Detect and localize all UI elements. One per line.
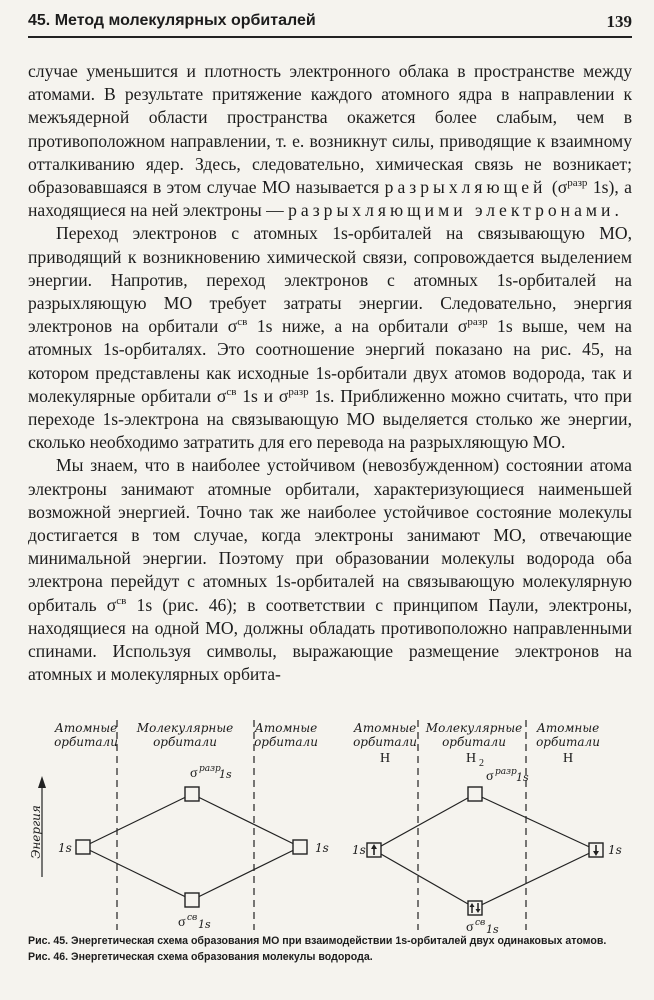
caption-fig-46: Рис. 46. Энергетическая схема образования молекулы водорода.: [28, 951, 373, 963]
axis-label-energy: Энергия: [29, 805, 43, 859]
figure-45: [29, 720, 329, 931]
label-sub-1s: 1s: [198, 918, 211, 931]
col-label-orbitals: орбитали: [353, 735, 417, 749]
term-antibonding-electrons: разрыхляющими электронами: [288, 200, 615, 221]
label-sup-sv: св: [187, 913, 198, 923]
p2-text-5: 1s. Приближенно можно считать, что при переходе 1s-электрона на связывающую МО выделяется столько же энергии, сколько необходимо затратить для его перевода на разрыхляющую МО.: [28, 385, 632, 453]
mo-lines-bottom: [83, 847, 300, 900]
label-sigma-antibonding: σ: [486, 769, 494, 784]
orbital-box-ao-left: [76, 840, 90, 854]
p2-text: Переход электронов с атомных 1s-орбиталей на связывающую МО, приводящий к возникновению химической связи, сопровождается выделением энергии. Напротив, переход электронов с атомных 1s-орбиталей на разрыхляющую МО требует затраты энергии. Следовательно, энергия электронов на орбитали σ: [28, 223, 632, 337]
paragraph-1: [28, 60, 632, 222]
col-label-atomic: Атомные: [536, 721, 600, 735]
body-text: [28, 60, 632, 686]
p1-sigma: (σ: [546, 177, 568, 198]
label-sigma-antibonding: σ: [190, 766, 198, 781]
label-sub-1s: 1s: [486, 923, 499, 934]
energy-diagrams: [28, 712, 632, 934]
sup-razr: разр: [467, 316, 488, 329]
col-label-molecular: Молекулярные: [425, 721, 523, 735]
orbital-box-bonding: [185, 893, 199, 907]
label-sub-1s: 1s: [516, 771, 529, 784]
p2-text-2: 1s ниже, а на орбитали σ: [247, 316, 468, 337]
sup-sv: св: [237, 316, 248, 329]
p1-text: случае уменьшится и плотность электронного облака в пространстве между атомами. В результате притяжение каждого атомного ядра в направлении к межъядерной области пространства окажется более слабым, чем в противоположном направлении, т. е. возникнут силы, приводящие к взаимному отталкиванию ядер. Здесь, следовательно, химическая связь не возникает; образовавшаяся в этом случае МО называется: [28, 61, 632, 198]
label-sigma-bonding: σ: [466, 920, 474, 934]
page-header: [28, 8, 632, 38]
orbital-box-ao-right: [293, 840, 307, 854]
paragraph-3: [28, 454, 632, 686]
sup-razr: разр: [567, 177, 588, 190]
label-sup-sv: св: [475, 918, 486, 928]
page-number: 139: [606, 12, 632, 31]
label-sub-1s: 1s: [219, 768, 232, 781]
section-title: 45. Метод молекулярных орбиталей: [28, 12, 316, 29]
col-label-atomic: Атомные: [254, 721, 318, 735]
sup-razr: разр: [288, 385, 309, 398]
label-sup-razr: разр: [199, 764, 221, 774]
p2-text-4: 1s и σ: [236, 385, 289, 406]
sup-sv: св: [226, 385, 237, 398]
mo-lines-top: [374, 794, 596, 850]
figures: [28, 712, 632, 939]
p1-end: .: [614, 200, 619, 221]
atom-label-h: H: [379, 751, 391, 766]
orbital-box-antibonding: [185, 787, 199, 801]
p3-text-2: 1s (рис. 46); в соответствии с принципом Паули, электроны, находящиеся на одной МО, должны обладать противоположно направленными спинами. Используя символы, выражающие размещение электронов на атомных и молекулярных орбита-: [28, 594, 632, 685]
col-label-orbitals: орбитали: [254, 735, 318, 749]
term-antibonding: разрыхляющей: [384, 177, 547, 198]
sup-sv: св: [116, 594, 127, 607]
col-label-orbitals: орбитали: [54, 735, 118, 749]
mo-lines-bottom: [374, 850, 596, 908]
atom-label-h: H: [562, 751, 574, 766]
molecule-subscript: 2: [479, 758, 484, 769]
label-sigma-bonding: σ: [178, 915, 186, 930]
col-label-molecular: Молекулярные: [136, 721, 234, 735]
col-label-orbitals: орбитали: [536, 735, 600, 749]
label-sup-razr: разр: [495, 767, 517, 777]
p2-text-3: 1s выше, чем на атомных 1s-орбиталях. Это соотношение энергий показано на рис. 45, на котором представлены как исходные 1s-орбитали двух атомов водорода, так и молекулярные орбитали σ: [28, 316, 632, 406]
arrow-up-icon: [38, 776, 46, 788]
caption-fig-45: Рис. 45. Энергетическая схема образования МО при взаимодействии 1s-орбиталей двух одинаковых атомов.: [28, 935, 607, 947]
figure-46: [352, 720, 622, 934]
orbital-box-antibonding: [468, 787, 482, 801]
label-1s-left: 1s: [58, 841, 72, 855]
col-label-orbitals: орбитали: [153, 735, 217, 749]
molecule-label-h2: H: [465, 751, 477, 766]
mo-lines-top: [83, 794, 300, 847]
label-1s-right: 1s: [315, 841, 329, 855]
p1-text-2: 1s), а находящиеся на ней электроны —: [28, 177, 632, 221]
orbital-box-bonding: [468, 901, 482, 915]
p3-text: Мы знаем, что в наиболее устойчивом (невозбужденном) состоянии атома электроны занимают атомные орбитали, характеризующиеся наименьшей возможной энергией. Точно так же наиболее устойчивое состояние молекулы достигается в том случае, когда электроны занимают МО, отвечающие минимальной энергии. Поэтому при образовании молекулы водорода оба электрона перейдут с атомных 1s-орбиталей на связывающую молекулярную орбиталь σ: [28, 455, 632, 615]
col-label-orbitals: орбитали: [442, 735, 506, 749]
label-1s-left: 1s: [352, 843, 366, 857]
col-label-atomic: Атомные: [54, 721, 118, 735]
figure-captions: [28, 935, 632, 967]
col-label-atomic: Атомные: [353, 721, 417, 735]
label-1s-right: 1s: [608, 843, 622, 857]
paragraph-2: [28, 222, 632, 454]
